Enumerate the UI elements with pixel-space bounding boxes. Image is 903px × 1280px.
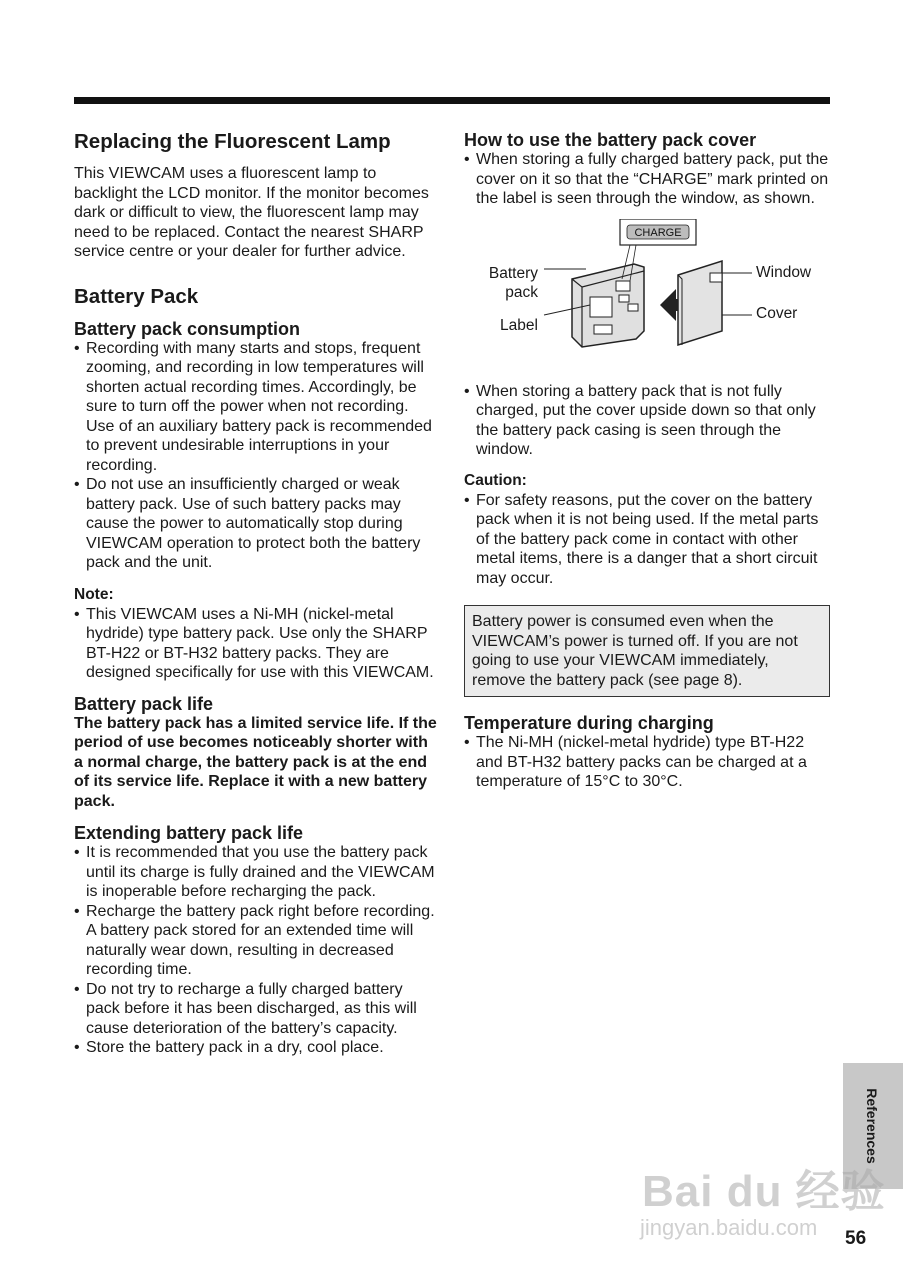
list-item: • When storing a battery pack that is not fully charged, put the cover upside down so that only the battery pack casing is seen through the window. (464, 382, 834, 460)
list-item: • Do not try to recharge a fully charged battery pack before it has been discharged, as this will cause deterioration of the battery’s capacity. (74, 980, 440, 1039)
note-heading: Note: (74, 585, 114, 603)
baidu-watermark: Bai du 经验 (642, 1167, 886, 1216)
battery-label-shape (590, 297, 612, 317)
note-list (74, 605, 440, 683)
left-column (74, 130, 440, 1058)
list-item: • Store the battery pack in a dry, cool place. (74, 1038, 440, 1058)
list-item: • This VIEWCAM uses a Ni-MH (nickel-metal hydride) type battery pack. Use only the SHARP BT-H22 or BT-H32 battery packs. They are designed specifically for use with this VIEWCAM. (74, 605, 440, 683)
charge-mark: CHARGE (634, 226, 682, 239)
battery-life-body: The battery pack has a limited service life. If the period of use becomes noticeably shorter with a normal charge, the battery pack is at the end of its service life. Replace it with a new battery pack. (74, 714, 437, 810)
caution-list (464, 491, 834, 589)
battery-life-heading: Battery pack life (74, 693, 214, 714)
list-item: • The Ni-MH (nickel-metal hydride) type BT-H22 and BT-H32 battery packs can be charged at a temperature of 15°C to 30°C. (464, 733, 834, 792)
list-item: • Recording with many starts and stops, frequent zooming, and recording in low temperatures will shorten actual recording times. Accordingly, be sure to turn off the power when not recording. Use of an auxiliary battery pack is recommended to prevent undesirable interruptions in your recording. (74, 339, 440, 476)
extending-heading: Extending battery pack life (74, 823, 304, 843)
cover-heading: How to use the battery pack cover (464, 130, 757, 150)
cover-list (464, 150, 834, 209)
window-callout: Window (756, 263, 812, 281)
cover-callout: Cover (756, 304, 798, 322)
cover-list-2 (464, 382, 834, 460)
baidu-watermark-url: jingyan.baidu.com (640, 1215, 818, 1240)
fluorescent-lamp-heading: Replacing the Fluorescent Lamp (74, 130, 391, 153)
battery-pack-callout: Battery pack (488, 264, 538, 301)
consumption-list (74, 339, 440, 573)
caution-heading: Caution: (464, 471, 527, 489)
temperature-heading: Temperature during charging (464, 713, 714, 733)
page-number: 56 (845, 1228, 867, 1249)
battery-cover-figure (464, 219, 834, 359)
references-tab-label: References (864, 1088, 880, 1164)
right-column (464, 130, 834, 792)
top-rule (74, 97, 830, 104)
consumption-heading: Battery pack consumption (74, 318, 301, 339)
extending-list (74, 843, 440, 1058)
label-callout: Label (500, 316, 538, 334)
battery-pack-heading: Battery Pack (74, 284, 199, 308)
window-shape (710, 273, 722, 282)
power-note-box: Battery power is consumed even when the VIEWCAM’s power is turned off. If you are not going to use your VIEWCAM immediately, remove the battery pack (see page 8). (464, 605, 830, 697)
temperature-list (464, 733, 834, 792)
list-item: • For safety reasons, put the cover on the battery pack when it is not being used. If the metal parts of the battery pack come in contact with other metal items, there is a danger that a short circuit may occur. (464, 491, 834, 589)
list-item: • Do not use an insufficiently charged or weak battery pack. Use of such battery packs may cause the power to automatically stop during VIEWCAM operation to protect both the battery pack and the unit. (74, 475, 440, 573)
fluorescent-lamp-body: This VIEWCAM uses a fluorescent lamp to backlight the LCD monitor. If the monitor becomes dark or difficult to view, the fluorescent lamp may need to be replaced. Contact the nearest SHARP service centre or your dealer for further advice. (74, 165, 429, 260)
list-item: • When storing a fully charged battery pack, put the cover on it so that the “CHARGE” mark printed on the label is seen through the window, as shown. (464, 150, 834, 209)
list-item: • Recharge the battery pack right before recording. A battery pack stored for an extended time will naturally wear down, resulting in decreased recording time. (74, 902, 440, 980)
list-item: • It is recommended that you use the battery pack until its charge is fully drained and the VIEWCAM is inoperable before recharging the pack. (74, 843, 440, 902)
